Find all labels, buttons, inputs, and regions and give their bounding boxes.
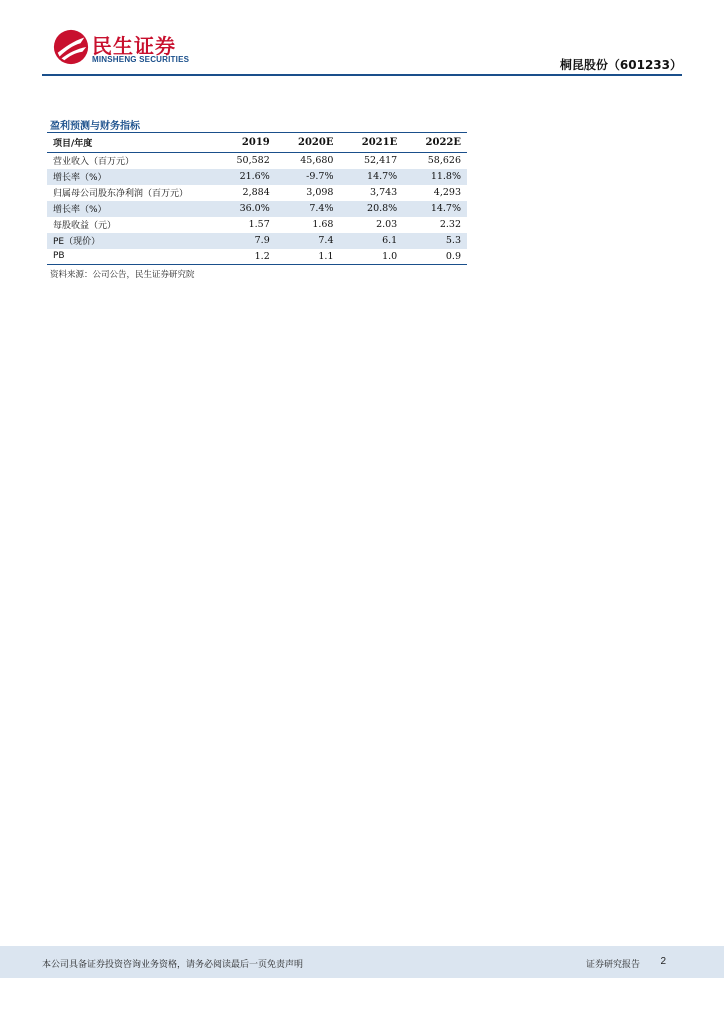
table-cell: 58,626 (427, 155, 461, 167)
table-row (47, 249, 467, 265)
table-cell: 2,884 (242, 187, 270, 198)
page-header (0, 0, 724, 80)
table-cell: 6.1 (339, 233, 403, 249)
column-header: 2021E (339, 133, 403, 153)
table-cell: 14.7% (403, 201, 467, 217)
table-cell: 7.4 (276, 233, 340, 249)
page-footer (0, 946, 724, 978)
table-cell: 14.7% (339, 169, 403, 185)
row-label: 营业收入（百万元） (53, 157, 135, 168)
table-cell: 20.8% (339, 201, 403, 217)
table-cell: 3,743 (370, 187, 398, 198)
row-label: PB (47, 249, 215, 265)
row-label: 增长率（%） (47, 201, 215, 217)
financial-forecast-table (47, 132, 467, 265)
table-row (47, 217, 467, 233)
table-header-row (47, 133, 467, 153)
footer-disclaimer: 本公司具备证券投资咨询业务资格，请务必阅读最后一页免责声明 (42, 960, 304, 970)
table-cell: 1.57 (248, 219, 270, 230)
table-cell: 5.3 (403, 233, 467, 249)
table-cell: 1.0 (339, 249, 403, 265)
table-cell: 2.32 (439, 219, 461, 230)
table-cell: -9.7% (276, 169, 340, 185)
header-divider (42, 74, 682, 76)
row-label: 归属母公司股东净利润（百万元） (53, 189, 189, 199)
table-row (47, 169, 467, 185)
table-cell: 50,582 (236, 155, 270, 167)
column-header: 2019 (215, 133, 276, 153)
table-row (47, 233, 467, 249)
row-label: 每股收益（元） (53, 221, 117, 231)
table-cell: 7.4% (276, 201, 340, 217)
company-ticker: 桐昆股份（601233） (559, 58, 682, 72)
section-title: 盈利预测与财务指标 (50, 121, 140, 132)
table-cell: 1.68 (312, 219, 334, 230)
table-cell: 52,417 (363, 155, 398, 167)
table-cell: 1.1 (276, 249, 340, 265)
column-header: 2020E (276, 133, 340, 153)
table-cell: 0.9 (403, 249, 467, 265)
page-number: 2 (660, 956, 666, 967)
table-cell: 2.03 (376, 219, 398, 230)
minsheng-logo-icon (52, 28, 90, 66)
table-cell: 1.2 (215, 249, 276, 265)
row-label: PE（现价） (47, 233, 215, 249)
minsheng-logo (52, 28, 192, 72)
table-row (47, 185, 467, 201)
table-cell: 36.0% (215, 201, 276, 217)
logo-text-en: MINSHENG SECURITIES (92, 55, 190, 64)
row-label: 增长率（%） (47, 169, 215, 185)
table-cell: 3,098 (306, 187, 334, 198)
column-header: 项目/年度 (47, 133, 215, 153)
logo-text-cn: 民生证券 (92, 34, 176, 58)
table-row (47, 153, 467, 169)
table-cell: 11.8% (403, 169, 467, 185)
footer-report-type: 证券研究报告 (585, 960, 640, 970)
column-header: 2022E (403, 133, 467, 153)
table-cell: 45,680 (300, 155, 334, 167)
table-cell: 21.6% (215, 169, 276, 185)
table-cell: 7.9 (215, 233, 276, 249)
table-cell: 4,293 (433, 187, 461, 198)
data-source-note: 资料来源：公司公告，民生证券研究院 (50, 270, 195, 280)
table-row (47, 201, 467, 217)
